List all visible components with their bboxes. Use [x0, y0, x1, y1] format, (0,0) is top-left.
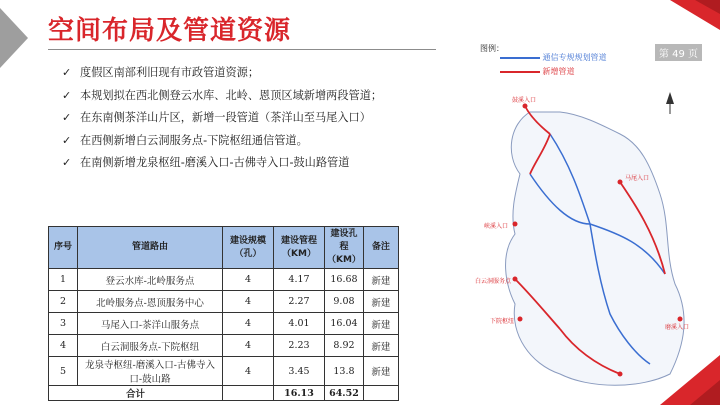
table-cell: 16.04: [325, 313, 364, 335]
table-cell: 4: [223, 357, 274, 386]
table-cell: 2: [49, 291, 78, 313]
left-decor-triangle: [0, 8, 28, 68]
table-cell: 新建: [363, 291, 398, 313]
check-icon: ✓: [62, 156, 72, 169]
legend-title: 图例：: [480, 44, 504, 53]
map-label: 鼓溪入口: [512, 97, 537, 104]
map-label: 白云洞服务点: [475, 278, 512, 285]
table-cell: 4: [223, 313, 274, 335]
bullet-item: ✓ 度假区南部利旧现有市政管道资源；: [62, 62, 392, 85]
table-cell: 8.92: [325, 335, 364, 357]
total-cell: [223, 386, 274, 401]
table-cell: 3: [49, 313, 78, 335]
table-cell: 5: [49, 357, 78, 386]
table-cell: 16.68: [325, 269, 364, 291]
map-label: 马尾入口: [625, 175, 650, 182]
legend-item-new: 新增管道: [500, 66, 575, 77]
total-cell: 64.52: [325, 386, 364, 401]
table-cell: 4: [223, 335, 274, 357]
table-cell: 9.08: [325, 291, 364, 313]
table-cell: 1: [49, 269, 78, 291]
col-header: 序号: [49, 227, 78, 269]
col-header: 管道路由: [78, 227, 223, 269]
col-header: 建设孔程（KM）: [325, 227, 364, 269]
page-number: 第 49 页: [655, 44, 702, 61]
table-cell: 2.23: [274, 335, 325, 357]
table-cell: 4.17: [274, 269, 325, 291]
page-title: 空间布局及管道资源: [48, 16, 292, 46]
pipeline-map: [470, 44, 720, 405]
table-cell: 马尾入口-茶洋山服务点: [78, 313, 223, 335]
table-cell: 3.45: [274, 357, 325, 386]
check-icon: ✓: [62, 133, 72, 147]
bullet-item: ✓ 在西侧新增白云洞服务点-下院枢纽通信管道。: [62, 130, 392, 153]
bottom-right-decor: [630, 355, 720, 405]
bullet-item: ✓ 在南侧新增龙泉枢纽-磨溪入口-古佛寺入口-鼓山路管道: [62, 152, 392, 175]
table-cell: 新建: [363, 335, 398, 357]
title-divider: [48, 49, 436, 50]
table-cell: 新建: [363, 357, 398, 386]
bullet-list: [62, 62, 392, 175]
table-cell: 白云洞服务点-下院枢纽: [78, 335, 223, 357]
total-cell: [363, 386, 398, 401]
legend-item-planned: 通信专规规划管道: [500, 52, 607, 63]
table-cell: 龙泉寺枢纽-磨溪入口-古佛寺入口-鼓山路: [78, 357, 223, 386]
bullet-item: ✓ 在东南侧茶洋山片区，新增一段管道（茶洋山至马尾入口）: [62, 107, 392, 130]
table-cell: 13.8: [325, 357, 364, 386]
table-cell: 北岭服务点-恩顶服务中心: [78, 291, 223, 313]
check-icon: ✓: [62, 66, 72, 79]
bullet-item: ✓ 本规划拟在西北侧登云水库、北岭、恩顶区域新增两段管道；: [62, 85, 392, 108]
check-icon: ✓: [62, 111, 72, 124]
total-cell: 16.13: [274, 386, 325, 401]
table-cell: 登云水库-北岭服务点: [78, 269, 223, 291]
table-cell: 4: [223, 291, 274, 313]
table-header-row: [49, 227, 399, 269]
pipeline-table: [48, 226, 399, 401]
table-row: [49, 269, 399, 291]
table-row: [49, 313, 399, 335]
map-label: 峡溪入口: [484, 223, 509, 230]
col-header: 建设管程（KM）: [274, 227, 325, 269]
north-arrow-icon: [666, 92, 674, 114]
table-cell: 4: [223, 269, 274, 291]
map-label: 磨溪入口: [665, 324, 690, 331]
col-header: 建设规模（孔）: [223, 227, 274, 269]
table-cell: 新建: [363, 269, 398, 291]
total-label: 合计: [49, 386, 223, 401]
table-cell: 新建: [363, 313, 398, 335]
table-row: [49, 291, 399, 313]
table-cell: 4: [49, 335, 78, 357]
col-header: 备注: [363, 227, 398, 269]
map-label: 下院枢纽: [490, 318, 515, 325]
table-cell: 4.01: [274, 313, 325, 335]
table-total-row: [49, 386, 399, 401]
top-right-decor: [650, 0, 720, 40]
table-row: [49, 335, 399, 357]
check-icon: ✓: [62, 88, 72, 102]
table-cell: 2.27: [274, 291, 325, 313]
table-row: [49, 357, 399, 386]
